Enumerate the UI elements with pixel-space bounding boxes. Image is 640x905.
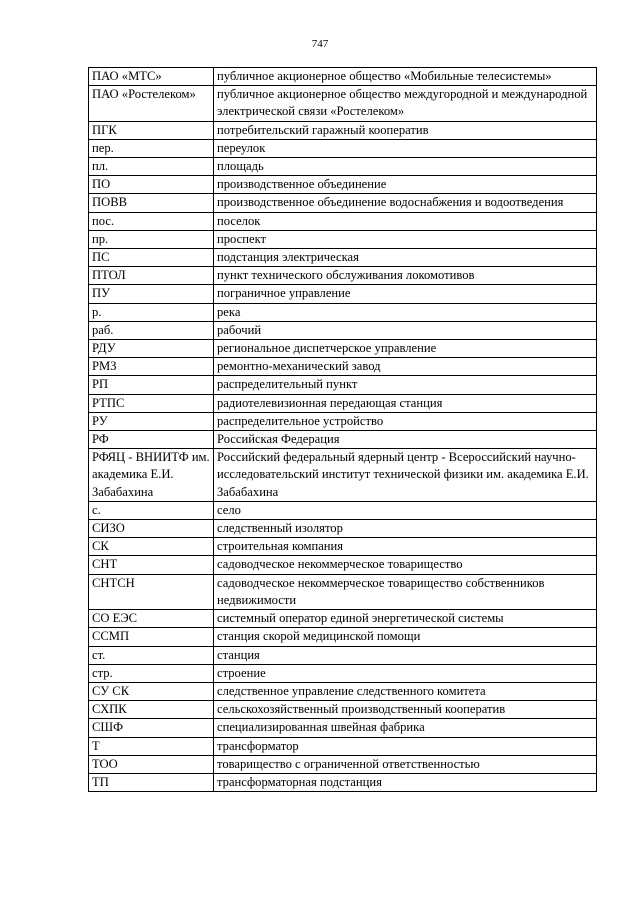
definition-cell: ремонтно-механический завод [214,358,597,376]
abbreviation-cell: пер. [89,139,214,157]
definition-cell: распределительное устройство [214,412,597,430]
definition-cell: Российская Федерация [214,431,597,449]
abbreviation-cell: РУ [89,412,214,430]
abbreviation-cell: РФ [89,431,214,449]
table-row [89,68,597,86]
page-number: 747 [311,38,329,50]
table-row [89,139,597,157]
table-row [89,682,597,700]
definition-cell: поселок [214,212,597,230]
definition-cell: следственное управление следственного комитета [214,682,597,700]
table-row [89,158,597,176]
abbreviation-cell: р. [89,303,214,321]
table-row [89,520,597,538]
table-row [89,394,597,412]
abbreviation-cell: РФЯЦ - ВНИИТФ им. академика Е.И. Забабахина [89,449,214,502]
abbreviation-cell: ТП [89,773,214,791]
abbreviation-cell: ПО [89,176,214,194]
abbreviation-cell: СК [89,538,214,556]
definition-cell: радиотелевизионная передающая станция [214,394,597,412]
abbreviation-cell: РДУ [89,340,214,358]
table-row [89,501,597,519]
abbreviation-cell: пос. [89,212,214,230]
table-row [89,431,597,449]
abbreviation-cell: ст. [89,646,214,664]
table-row [89,449,597,502]
abbreviation-cell: ПУ [89,285,214,303]
definition-cell: строение [214,664,597,682]
abbreviation-cell: СШФ [89,719,214,737]
definition-cell: строительная компания [214,538,597,556]
abbreviation-cell: ССМП [89,628,214,646]
abbreviations-table-body [89,68,597,792]
abbreviation-cell: СО ЕЭС [89,610,214,628]
abbreviation-cell: СУ СК [89,682,214,700]
abbreviation-cell: с. [89,501,214,519]
abbreviation-cell: ПС [89,249,214,267]
definition-cell: Российский федеральный ядерный центр - Всероссийский научно-исследовательский институт технической физики им. академика Е.И. Забабахина [214,449,597,502]
abbreviation-cell: Т [89,737,214,755]
table-row [89,664,597,682]
table-row [89,340,597,358]
definition-cell: региональное диспетчерское управление [214,340,597,358]
definition-cell: садоводческое некоммерческое товарищество собственников недвижимости [214,574,597,609]
table-row [89,538,597,556]
table-row [89,176,597,194]
abbreviation-cell: СНТСН [89,574,214,609]
table-row [89,556,597,574]
abbreviation-cell: ПГК [89,121,214,139]
definition-cell: потребительский гаражный кооператив [214,121,597,139]
table-row [89,267,597,285]
table-row [89,412,597,430]
definition-cell: рабочий [214,321,597,339]
table-row [89,249,597,267]
definition-cell: распределительный пункт [214,376,597,394]
table-row [89,574,597,609]
definition-cell: производственное объединение [214,176,597,194]
table-row [89,194,597,212]
table-row [89,376,597,394]
table-row [89,610,597,628]
definition-cell: товарищество с ограниченной ответственностью [214,755,597,773]
table-row [89,303,597,321]
abbreviation-cell: пл. [89,158,214,176]
abbreviations-table [88,67,597,792]
abbreviation-cell: ТОО [89,755,214,773]
definition-cell: река [214,303,597,321]
abbreviation-cell: пр. [89,230,214,248]
definition-cell: село [214,501,597,519]
definition-cell: трансформатор [214,737,597,755]
table-row [89,628,597,646]
abbreviation-cell: раб. [89,321,214,339]
abbreviation-cell: СХПК [89,701,214,719]
table-row [89,230,597,248]
abbreviation-cell: РТПС [89,394,214,412]
table-row [89,321,597,339]
definition-cell: пограничное управление [214,285,597,303]
abbreviation-cell: РП [89,376,214,394]
table-row [89,212,597,230]
definition-cell: площадь [214,158,597,176]
table-row [89,773,597,791]
abbreviation-cell: ПОВВ [89,194,214,212]
definition-cell: станция скорой медицинской помощи [214,628,597,646]
definition-cell: сельскохозяйственный производственный кооператив [214,701,597,719]
definition-cell: проспект [214,230,597,248]
definition-cell: садоводческое некоммерческое товарищество [214,556,597,574]
table-row [89,701,597,719]
table-row [89,121,597,139]
table-row [89,755,597,773]
definition-cell: станция [214,646,597,664]
table-row [89,86,597,121]
definition-cell: системный оператор единой энергетической системы [214,610,597,628]
definition-cell: трансформаторная подстанция [214,773,597,791]
abbreviation-cell: ПАО «Ростелеком» [89,86,214,121]
definition-cell: подстанция электрическая [214,249,597,267]
definition-cell: следственный изолятор [214,520,597,538]
table-row [89,737,597,755]
definition-cell: пункт технического обслуживания локомотивов [214,267,597,285]
definition-cell: переулок [214,139,597,157]
abbreviation-cell: СИЗО [89,520,214,538]
definition-cell: производственное объединение водоснабжения и водоотведения [214,194,597,212]
definition-cell: публичное акционерное общество междугородной и международной электрической связи «Ростелеком» [214,86,597,121]
abbreviation-cell: ПТОЛ [89,267,214,285]
table-row [89,719,597,737]
table-row [89,285,597,303]
definition-cell: публичное акционерное общество «Мобильные телесистемы» [214,68,597,86]
abbreviation-cell: ПАО «МТС» [89,68,214,86]
definition-cell: специализированная швейная фабрика [214,719,597,737]
abbreviation-cell: РМЗ [89,358,214,376]
abbreviation-cell: СНТ [89,556,214,574]
table-row [89,646,597,664]
table-row [89,358,597,376]
abbreviation-cell: стр. [89,664,214,682]
